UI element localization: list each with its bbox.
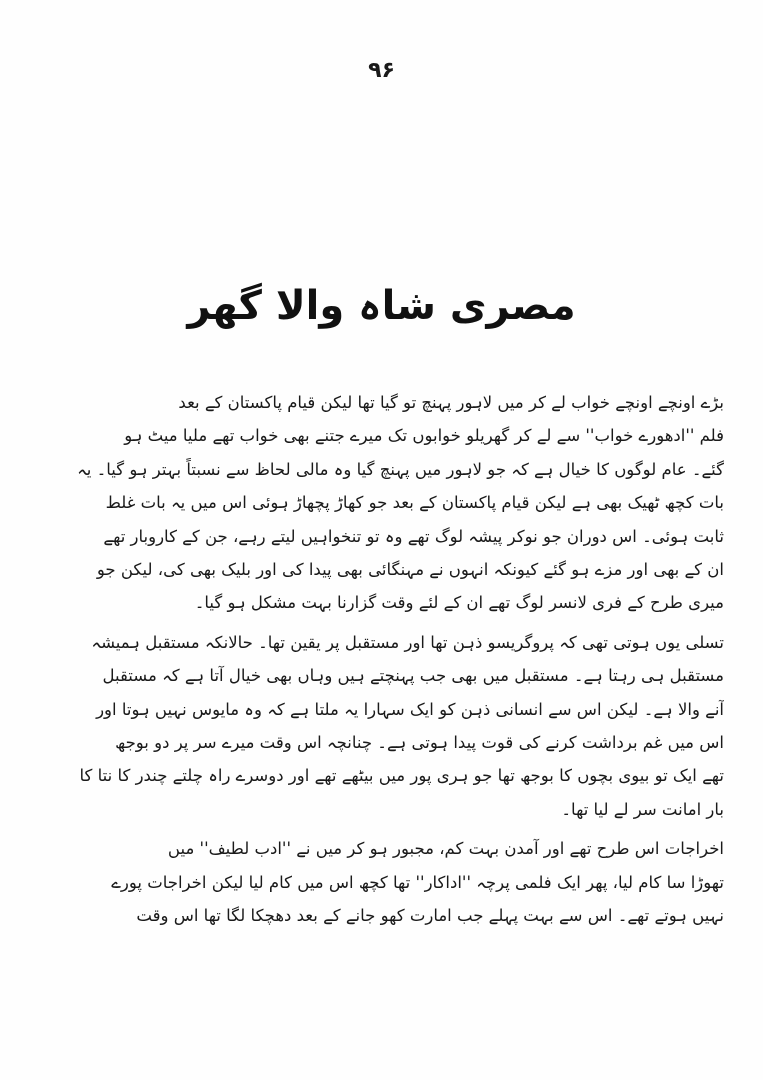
page-number: ۹۶ bbox=[368, 58, 395, 83]
paragraph-1 bbox=[42, 386, 724, 620]
text-line: بات کچھ ٹھیک بھی ہے لیکن قیام پاکستان کے بعد جو کھاڑ پچھاڑ ہوئی اس میں یہ بات غلط bbox=[105, 493, 724, 513]
text-line: آنے والا ہے۔ لیکن اس سے انسانی ذہن کو ایک سہارا یہ ملتا ہے کہ وہ مایوس نہیں ہوتا اور bbox=[96, 699, 724, 719]
paragraph-3 bbox=[42, 832, 724, 932]
paragraph-2 bbox=[42, 626, 724, 826]
text-line: تھے ایک تو بیوی بچوں کا بوجھ تھا جو ہری پور میں بیٹھے تھے اور دوسرے راہ چلتے چندر کا نتا کا bbox=[79, 766, 724, 786]
text-line: ان کے بھی اور مزے ہو گئے کیونکہ انہوں نے مہنگائی بھی پیدا کی اور بلیک بھی کی، لیکن جو bbox=[96, 560, 724, 580]
text-line: تھوڑا سا کام لیا، پھر ایک فلمی پرچہ ''اداکار'' تھا کچھ اس میں کام لیا لیکن اخراجات پورے bbox=[111, 872, 724, 892]
text-line: تسلی یوں ہوتی تھی کہ پروگریسو ذہن تھا اور مستقبل پر یقین تھا۔ حالانکہ مستقبل ہمیشہ bbox=[91, 632, 724, 652]
text-line: بڑے اونچے اونچے خواب لے کر میں لاہور پہنچ تو گیا تھا لیکن قیام پاکستان کے بعد bbox=[178, 393, 724, 412]
text-line: ثابت ہوئی۔ اس دوران جو نوکر پیشہ لوگ تھے وہ تو تنخواہیں لیتے رہے، جن کے کاروبار تھے bbox=[103, 526, 724, 546]
text-line: گئے۔ عام لوگوں کا خیال ہے کہ جو لاہور میں پہنچ گیا وہ مالی لحاظ سے نسبتاً بہتر ہو گیا۔ یہ bbox=[77, 459, 724, 479]
text-line: بار امانت سر لے لیا تھا۔ bbox=[561, 799, 724, 819]
body-text bbox=[42, 386, 724, 939]
text-line: مستقبل ہی رہتا ہے۔ مستقبل میں بھی جب پہنچتے ہیں وہاں بھی خیال آتا ہے کہ مستقبل bbox=[102, 666, 724, 686]
text-line: میری طرح کے فری لانسر لوگ تھے ان کے لئے وقت گزارنا بہت مشکل ہو گیا۔ bbox=[194, 593, 724, 613]
text-line: نہیں ہوتے تھے۔ اس سے بہت پہلے جب امارت کھو جانے کے بعد دھچکا لگا تھا اس وقت bbox=[136, 906, 724, 926]
chapter-title: مصری شاہ والا گھر bbox=[187, 283, 576, 329]
text-line: فلم ''ادھورے خواب'' سے لے کر گھریلو خوابوں تک میرے جتنے بھی خواب تھے ملیا میٹ ہو bbox=[124, 426, 724, 446]
text-line: اخراجات اس طرح تھے اور آمدن بہت کم، مجبور ہو کر میں نے ''ادب لطیف'' میں bbox=[167, 839, 724, 859]
text-line: اس میں غم برداشت کرنے کی قوت پیدا ہوتی ہے۔ چنانچہ اس وقت میرے سر پر دو بوجھ bbox=[115, 733, 724, 753]
